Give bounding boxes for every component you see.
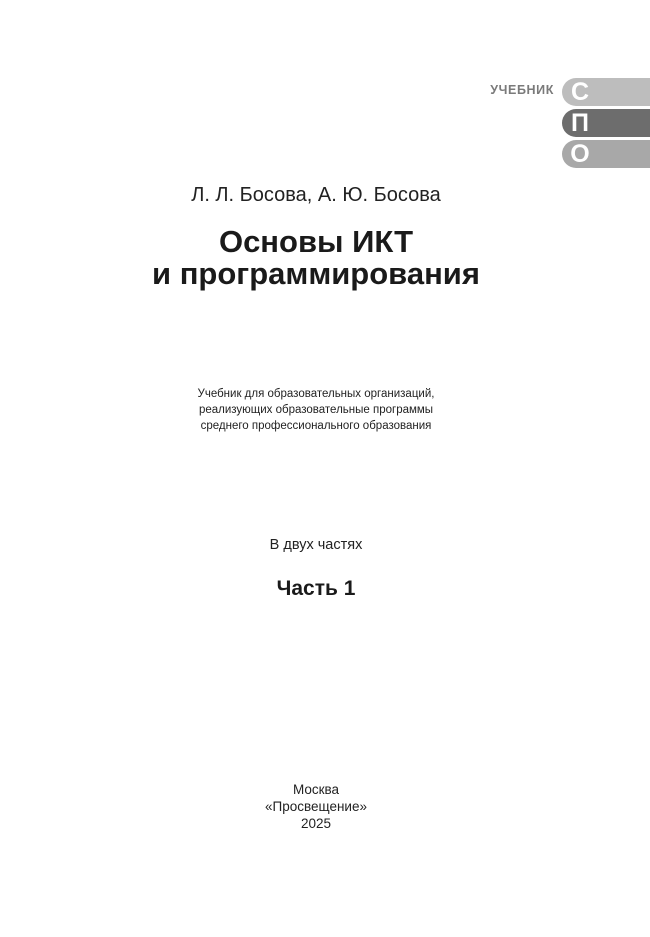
badge-bar-3 <box>562 140 650 168</box>
imprint-city: Москва <box>292 782 340 797</box>
badge-bar-2 <box>562 109 650 137</box>
imprint-year: 2025 <box>300 816 332 831</box>
series-badge <box>475 78 650 170</box>
authors: Л. Л. Босова, А. Ю. Босова <box>191 184 441 206</box>
imprint <box>0 781 632 832</box>
imprint-publisher: «Просвещение» <box>265 799 367 814</box>
book-title <box>0 226 632 290</box>
description-line-1: Учебник для образовательных организаций, <box>197 388 435 400</box>
part-label: Часть 1 <box>276 577 356 600</box>
badge-letter-1: С <box>570 78 590 106</box>
badge-bar-1 <box>562 78 650 106</box>
badge-letter-3: О <box>570 140 590 168</box>
parts-note: В двух частях <box>269 537 363 553</box>
book-title-line-1: Основы ИКТ <box>218 224 414 259</box>
series-badge-label: УЧЕБНИК <box>490 83 554 97</box>
book-title-line-2: и программирования <box>152 256 480 291</box>
book-description <box>0 386 632 434</box>
badge-letter-2: П <box>571 109 589 137</box>
description-line-3: среднего профессионального образования <box>200 420 432 432</box>
description-line-2: реализующих образовательные программы <box>198 404 434 416</box>
